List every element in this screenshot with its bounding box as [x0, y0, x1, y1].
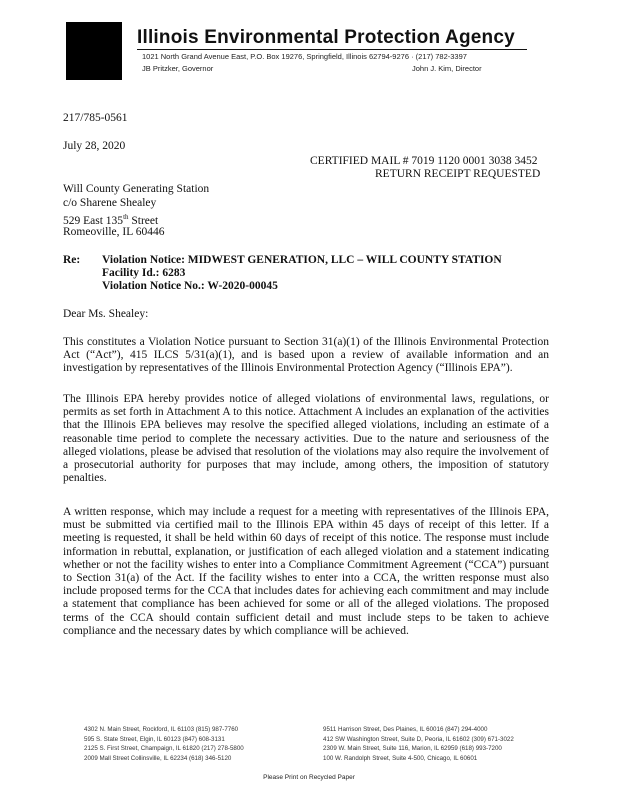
facility-id: Facility Id.: 6283	[102, 267, 186, 279]
re-label: Re:	[63, 254, 81, 266]
agency-logo	[66, 22, 122, 80]
footer-offices-left	[84, 725, 244, 763]
street-suffix: Street	[128, 214, 159, 227]
office-address: 2009 Mall Street Collinsville, IL 62234 (618) 346-5120	[84, 754, 232, 762]
ordinal-suffix: th	[123, 213, 129, 221]
certified-mail-number: CERTIFIED MAIL # 7019 1120 0001 3038 3452	[310, 155, 538, 167]
office-address: 412 SW Washington Street, Suite D, Peoria, IL 61602 (309) 671-3022	[323, 735, 514, 743]
office-address: 9511 Harrison Street, Des Plaines, IL 60016 (847) 294-4000	[323, 726, 488, 733]
recipient-line-4: Romeoville, IL 60446	[63, 226, 165, 238]
violation-notice-number: Violation Notice No.: W-2020-00045	[102, 280, 278, 292]
governor-name: JB Pritzker, Governor	[142, 64, 214, 73]
footer-offices-right	[323, 725, 514, 763]
paragraph-3: A written response, which may include a request for a meeting with representatives of the Illinois EPA, must be submitted via certified mail to the Illinois EPA within 45 days of receipt of this letter. If a meeting is requested, it shall be held within 60 days of receipt of this notice. The response must include information in rebuttal, explanation, or justification of each alleged violation and a statement indicating whether or not the facility wishes to enter into a Compliance Commitment Agreement (“CCA”) pursuant to Section 31(a) of the Act. If the facility wishes to enter into a CCA, the written response must also include proposed terms for the CCA that includes dates for achieving each commitment and may include a statement that compliance has been achieved for some or all of the alleged violations. The proposed terms of the CCA should contain sufficient detail and must include steps to be taken to achieve compliance and the necessary dates by which compliance will be achieved.	[63, 506, 549, 637]
office-address: 4302 N. Main Street, Rockford, IL 61103 (815) 987-7760	[84, 726, 239, 733]
recipient-line-2: c/o Sharene Shealey	[63, 197, 157, 209]
paragraph-1: This constitutes a Violation Notice pursuant to Section 31(a)(1) of the Illinois Environmental Protection Act (“Act”), 415 ILCS 5/31(a)(1), and is based upon a review of available information and an investigation by representatives of the Illinois Environmental Protection Agency (“Illinois EPA”).	[63, 336, 549, 375]
agency-address: 1021 North Grand Avenue East, P.O. Box 19276, Springfield, Illinois 62794-9276 · (217) 782-3397	[142, 52, 467, 61]
salutation: Dear Ms. Shealey:	[63, 308, 149, 320]
letterhead-rule	[137, 49, 527, 50]
recycled-paper-note: Please Print on Recycled Paper	[263, 774, 355, 781]
office-address: 2309 W. Main Street, Suite 116, Marion, IL 62959 (618) 993-7200	[323, 745, 502, 752]
return-receipt: RETURN RECEIPT REQUESTED	[375, 168, 541, 180]
paragraph-2: The Illinois EPA hereby provides notice of alleged violations of environmental laws, regulations, or permits as set forth in Attachment A to this notice. Attachment A includes an explanation of the activities that the Illinois EPA believes may resolve the specified alleged violations, including an estimate of a reasonable time period to complete the necessary activities. Due to the nature and seriousness of the alleged violations, please be advised that resolution of the violations may also require the involvement of a prosecutorial authority for purposes that may include, among others, the imposition of statutory penalties.	[63, 393, 549, 485]
office-address: 595 S. State Street, Elgin, IL 60123 (847) 608-3131	[84, 735, 225, 743]
office-address: 2125 S. First Street, Champaign, IL 61820 (217) 278-5800	[84, 745, 244, 752]
letter-date: July 28, 2020	[63, 140, 126, 152]
violation-notice-title: Violation Notice: MIDWEST GENERATION, LLC – WILL COUNTY STATION	[102, 254, 502, 266]
office-address: 100 W. Randolph Street, Suite 4-500, Chicago, IL 60601	[323, 754, 478, 762]
director-name: John J. Kim, Director	[412, 64, 482, 73]
street-number: 529 East 135	[63, 214, 124, 227]
phone-number: 217/785-0561	[63, 112, 128, 124]
agency-name: Illinois Environmental Protection Agency	[137, 27, 515, 48]
recipient-line-1: Will County Generating Station	[63, 183, 210, 195]
